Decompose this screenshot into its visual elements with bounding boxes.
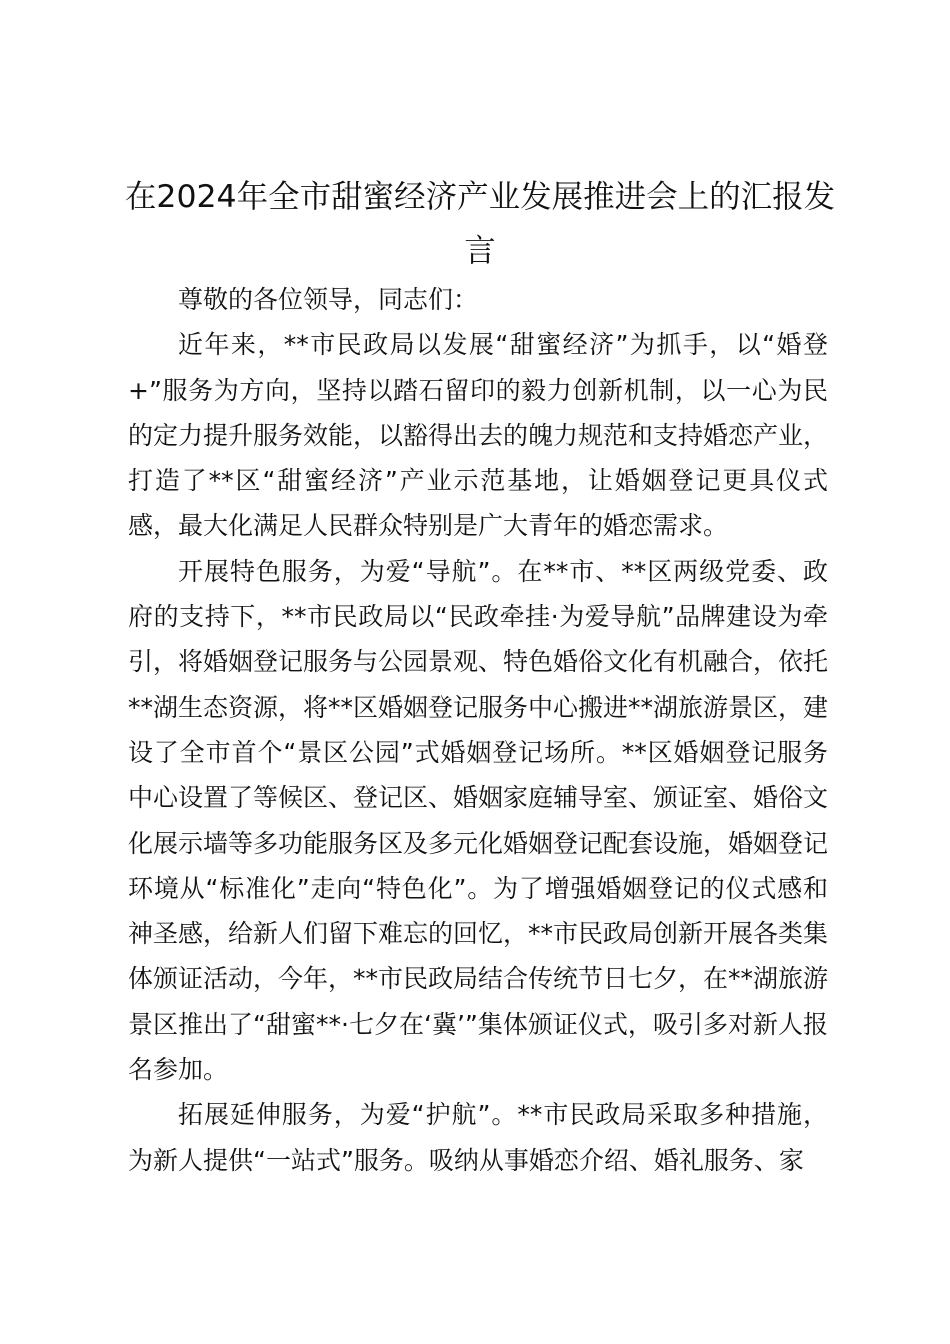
intro-paragraph: 近年来，**市民政局以发展“甜蜜经济”为抓手，以“婚登+”服务为方向，坚持以踏石留印的毅力创新机制，以一心为民的定力提升服务效能，以豁得出去的魄力规范和支持婚恋产业，打造了**区“甜蜜经济”产业示范基地，让婚姻登记更具仪式感，最大化满足人民群众特别是广大青年的婚恋需求。 bbox=[128, 330, 829, 541]
escort-service-paragraph: 拓展延伸服务，为爱“护航”。**市民政局采取多种措施，为新人提供“一站式”服务。吸纳从事婚恋介绍、婚礼服务、家 bbox=[128, 1100, 828, 1175]
salutation-paragraph: 尊敬的各位领导，同志们： bbox=[178, 285, 479, 314]
navigation-service-paragraph: 开展特色服务，为爱“导航”。在**市、**区两级党委、政府的支持下，**市民政局以“民政牵挂·为爱导航”品牌建设为牵引，将婚姻登记服务与公园景观、特色婚俗文化有机融合，依托**湖生态资源，将**区婚姻登记服务中心搬进**湖旅游景区，建设了全市首个“景区公园”式婚姻登记场所。**区婚姻登记服务中心设置了等候区、登记区、婚姻家庭辅导室、颁证室、婚俗文化展示墙等多功能服务区及多元化婚姻登记配套设施，婚姻登记环境从“标准化”走向“特色化”。为了增强婚姻登记的仪式感和神圣感，给新人们留下难忘的回忆，**市民政局创新开展各类集体颁证活动，今年，**市民政局结合传统节日七夕，在**湖旅游景区推出了“甜蜜**·七夕在‘冀’”集体颁证仪式，吸引多对新人报名参加。 bbox=[128, 556, 829, 1085]
document-title: 在2024年全市甜蜜经济产业发展推进会上的汇报发言 bbox=[124, 179, 836, 269]
document-body bbox=[128, 277, 828, 1183]
